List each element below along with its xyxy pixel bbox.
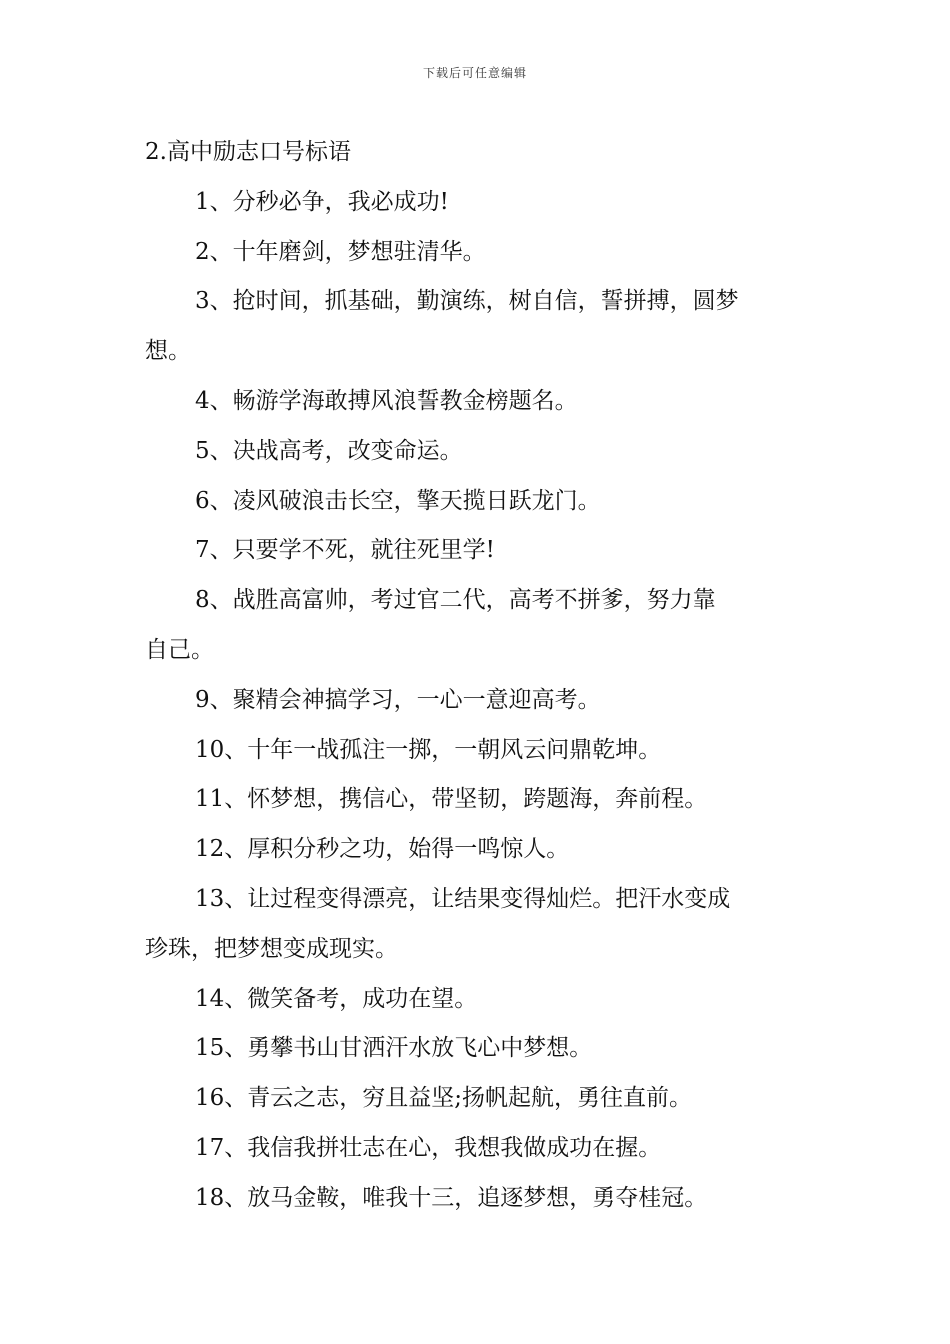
slogan-item: 15、勇攀书山甘洒汗水放飞心中梦想。 [195,1035,593,1062]
page-header: 下载后可任意编辑 [422,66,527,80]
slogan-item: 10、十年一战孤注一掷，一朝风云问鼎乾坤。 [195,736,662,763]
slogan-item: 9、聚精会神搞学习，一心一意迎高考。 [195,686,601,713]
slogan-item: 6、凌风破浪击长空，擎天揽日跃龙门。 [195,487,601,514]
slogan-continuation: 自己。 [145,636,214,663]
slogan-list [145,178,810,1224]
document-title: 2.高中励志口号标语 [145,139,351,165]
slogan-continuation: 想。 [145,338,191,365]
slogan-item: 17、我信我拼壮志在心，我想我做成功在握。 [195,1134,662,1161]
slogan-item: 1、分秒必争，我必成功! [195,188,449,215]
slogan-item: 4、畅游学海敢搏风浪誓教金榜题名。 [195,387,578,414]
slogan-item: 5、决战高考，改变命运。 [195,437,463,464]
slogan-item: 11、怀梦想，携信心，带坚韧，跨题海，奔前程。 [195,786,708,813]
slogan-item: 2、十年磨剑，梦想驻清华。 [195,238,486,265]
slogan-item: 8、战胜高富帅，考过官二代，高考不拼爹，努力靠 [195,587,716,614]
document-body [145,128,810,1224]
slogan-item: 16、青云之志，穷且益坚;扬帆起航，勇往直前。 [195,1085,693,1112]
slogan-item: 3、抢时间，抓基础，勤演练，树自信，誓拼搏，圆梦 [195,288,739,315]
slogan-item: 7、只要学不死，就往死里学! [195,537,495,564]
slogan-item: 12、厚积分秒之功，始得一鸣惊人。 [195,836,570,863]
slogan-continuation: 珍珠，把梦想变成现实。 [145,935,398,962]
slogan-item: 14、微笑备考，成功在望。 [195,985,478,1012]
slogan-item: 13、让过程变得漂亮，让结果变得灿烂。把汗水变成 [195,885,731,912]
slogan-item: 18、放马金鞍，唯我十三，追逐梦想，勇夺桂冠。 [195,1184,708,1211]
